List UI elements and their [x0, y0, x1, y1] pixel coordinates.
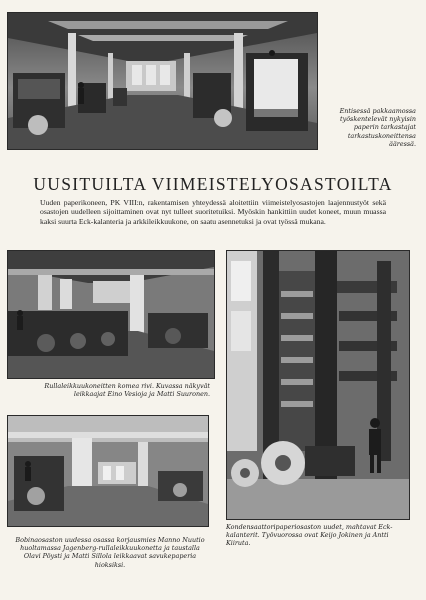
caption-bobbin-department: Bobinaosaston uudessa osassa korjausmies Manno Nuutio huoltamassa Jagenberg-rullaleikkuukonetta ja taustalla Olavi Pöysti ja Matti Sillola leikkaavat savukepaperia hioksiksi.: [15, 536, 205, 569]
photo-roll-cutters: [7, 250, 215, 379]
photo-bobbin-department: [7, 415, 209, 527]
caption-inspection-hall: Entisessä pakkaamossa työskentelevät nykyisin paperin tarkastajat tarkastuskoneittensa ääressä.: [339, 107, 416, 148]
photo-eck-calenders: [226, 250, 410, 520]
caption-eck-calenders: Kondensaattoripaperiosaston uudet, mahtavat Eck-kalanterit. Työvuorossa ovat Keijo Jokinen ja Antti Kiiruta.: [226, 523, 393, 548]
page-headline: UUSITUILTA VIIMEISTELYOSASTOILTA: [33, 174, 393, 194]
caption-roll-cutters: Rullaleikkuukoneitten komea rivi. Kuvassa näkyvät leikkaajat Eino Vesioja ja Matti Suuronen.: [44, 382, 210, 399]
photo-inspection-hall: [7, 12, 318, 150]
intro-paragraph: Uuden paperikoneen, PK VIII:n, rakentamisen yhteydessä aloitettiin viimeistelyosastojen laajennustyöt sekä osastojen uudelleen sijoittaminen ovat nyt tulleet suoritetuiksi. Myöskin hankittiin uudet koneet, muun muassa kaksi suurta Eck-kalanteria ja arkkileikkuukone, on saatu asennetuksi ja ovat työssä mukana.: [40, 198, 386, 226]
